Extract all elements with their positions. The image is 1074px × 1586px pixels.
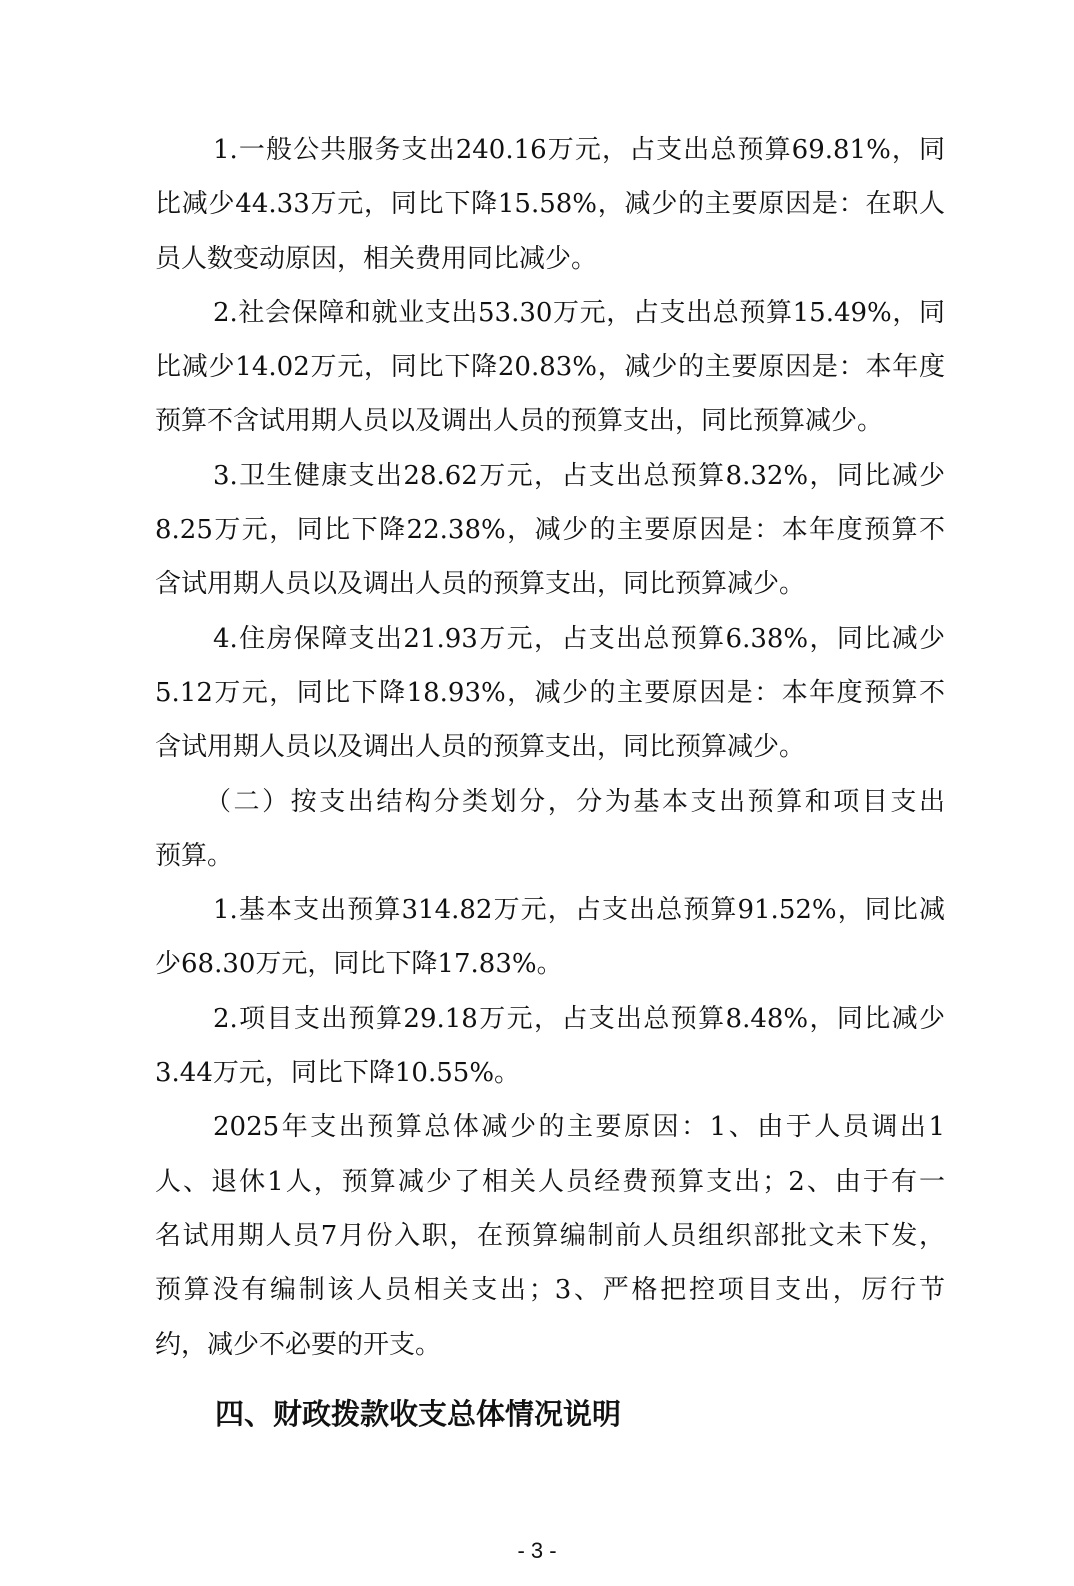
- text-line: 3.44万元，同比下降10.55%。: [155, 1058, 521, 1089]
- paragraph: [155, 883, 945, 992]
- text-line: 人、退休1人，预算减少了相关人员经费预算支出；2、由于有一: [155, 1166, 945, 1197]
- text-line: 2025年支出预算总体减少的主要原因：1、由于人员调出1: [213, 1112, 945, 1143]
- text-line: 含试用期人员以及调出人员的预算支出，同比预算减少。: [155, 569, 806, 600]
- text-line: 2.社会保障和就业支出53.30万元，占支出总预算15.49%，同: [213, 297, 945, 328]
- text-line: 员人数变动原因，相关费用同比减少。: [155, 243, 598, 274]
- paragraph: [155, 123, 945, 286]
- text-line: 1.基本支出预算314.82万元，占支出总预算91.52%，同比减: [213, 895, 945, 926]
- text-line: 预算。: [155, 840, 234, 871]
- text-line: 2.项目支出预算29.18万元，占支出总预算8.48%，同比减少: [213, 1003, 945, 1034]
- text-line: 8.25万元，同比下降22.38%，减少的主要原因是：本年度预算不: [155, 515, 945, 546]
- paragraph: [155, 286, 945, 449]
- text-line: 预算没有编制该人员相关支出；3、严格把控项目支出，厉行节: [155, 1275, 945, 1306]
- text-line: 比减少14.02万元，同比下降20.83%，减少的主要原因是：本年度: [155, 352, 945, 383]
- text-line: （二）按支出结构分类划分，分为基本支出预算和项目支出: [205, 786, 945, 817]
- paragraph: [155, 992, 945, 1101]
- document-body: [155, 123, 945, 1372]
- text-line: 5.12万元，同比下降18.93%，减少的主要原因是：本年度预算不: [155, 677, 945, 708]
- paragraph: [155, 449, 945, 612]
- text-line: 少68.30万元，同比下降17.83%。: [155, 949, 563, 980]
- text-line: 含试用期人员以及调出人员的预算支出，同比预算减少。: [155, 732, 806, 763]
- text-line: 预算不含试用期人员以及调出人员的预算支出，同比预算减少。: [155, 406, 884, 437]
- text-line: 1.一般公共服务支出240.16万元，占支出总预算69.81%，同: [213, 135, 945, 165]
- paragraph: [155, 775, 945, 884]
- text-line: 约，减少不必要的开支。: [155, 1329, 442, 1360]
- paragraph: [155, 1100, 945, 1371]
- text-line: 名试用期人员7月份入职，在预算编制前人员组织部批文未下发，: [155, 1220, 945, 1251]
- text-line: 比减少44.33万元，同比下降15.58%，减少的主要原因是：在职人: [155, 189, 945, 220]
- section-heading: 四、财政拨款收支总体情况说明: [215, 1396, 622, 1431]
- paragraph: [155, 612, 945, 775]
- text-line: 3.卫生健康支出28.62万元，占支出总预算8.32%，同比减少: [213, 460, 945, 491]
- page-number: - 3 -: [517, 1537, 557, 1563]
- text-line: 4.住房保障支出21.93万元，占支出总预算6.38%，同比减少: [213, 623, 945, 654]
